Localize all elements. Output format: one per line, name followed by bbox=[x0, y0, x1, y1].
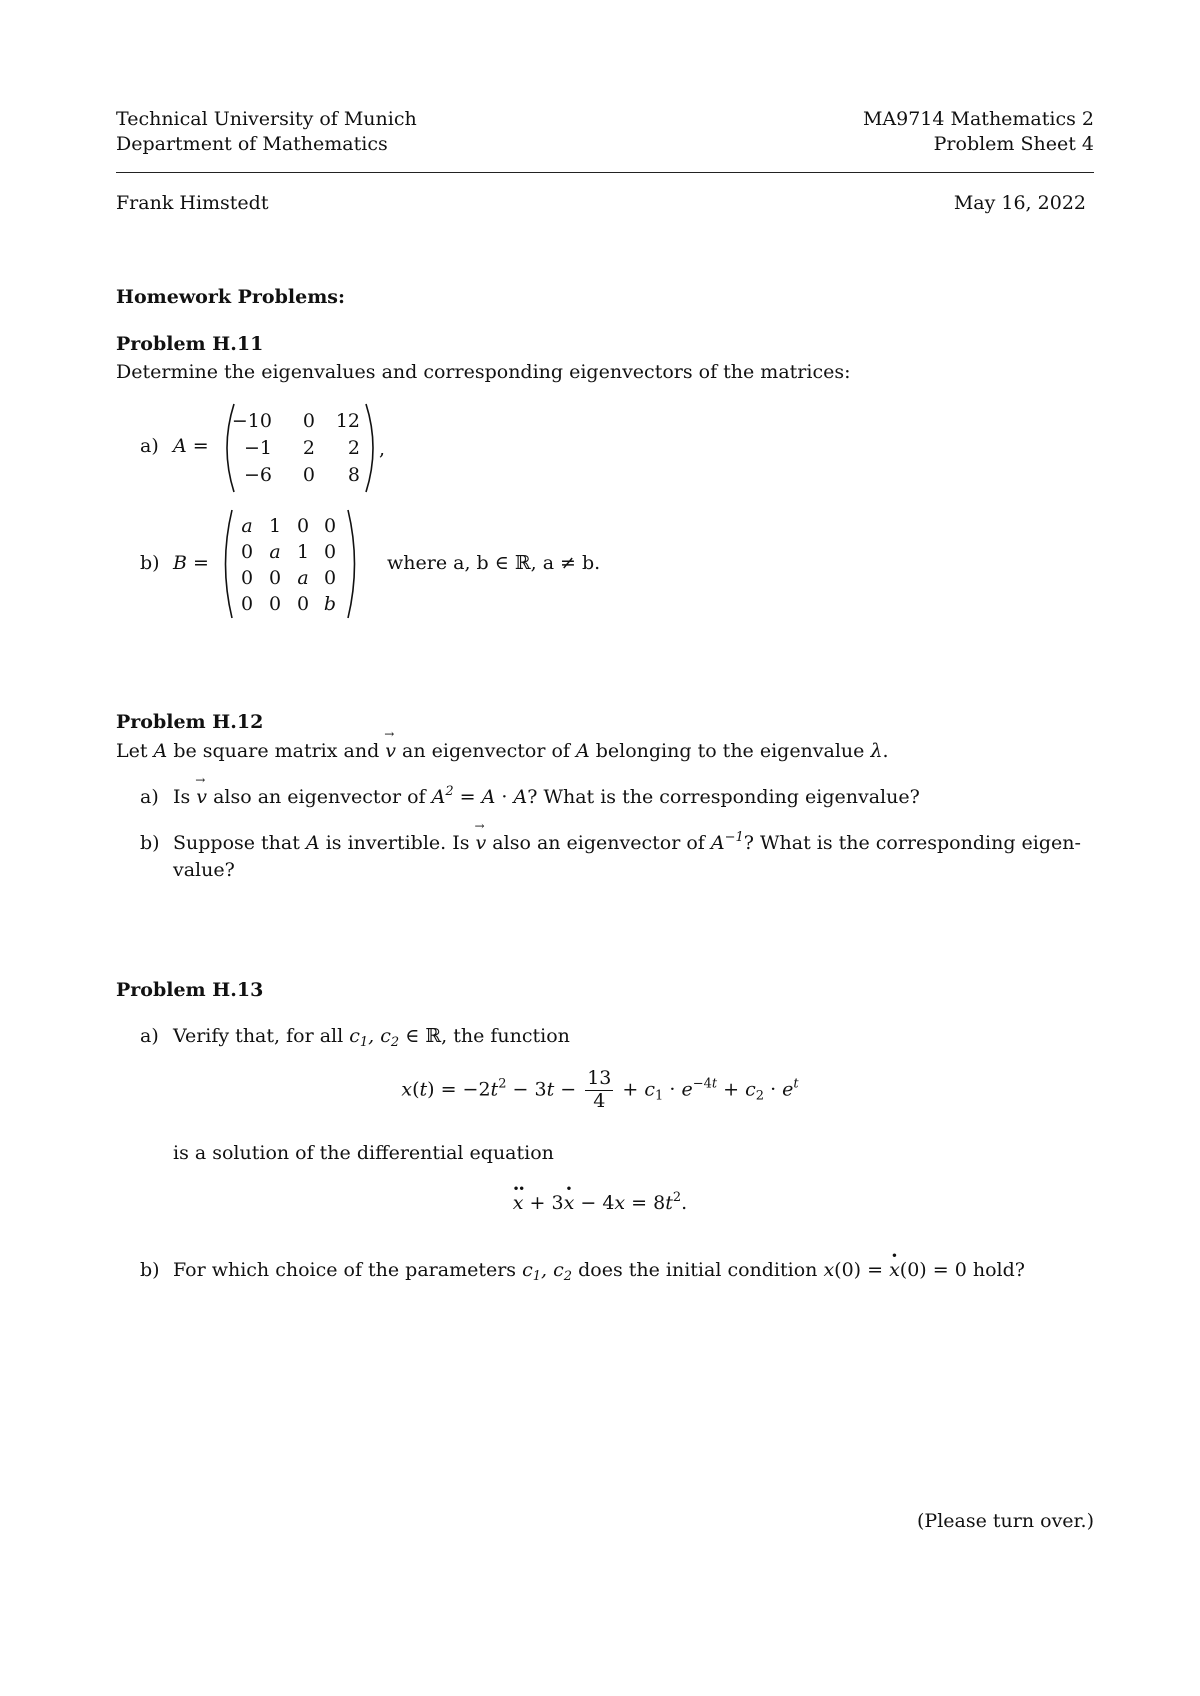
matrix-b-cell-2-1: 0 bbox=[268, 567, 282, 589]
h11-b-where-clause: where a, b ∈ ℝ, a ≠ b. bbox=[387, 552, 601, 574]
author-name: Frank Himstedt bbox=[116, 192, 269, 214]
matrix-a-cell-2-1: 0 bbox=[302, 464, 315, 486]
matrix-b-cell-3-1: 0 bbox=[268, 593, 282, 615]
h13-b-text-3: hold? bbox=[966, 1259, 1025, 1281]
h12-b-question-line1 bbox=[173, 832, 1081, 855]
h12-intro-vector-v: → v bbox=[385, 740, 396, 763]
h12-intro-lambda: λ bbox=[870, 740, 883, 762]
matrix-b-right-paren bbox=[348, 510, 355, 618]
h12-b-text-1: Suppose that bbox=[173, 832, 306, 854]
problem-h12-title: Problem H.12 bbox=[116, 711, 264, 733]
h12-intro-text-4: belonging to the eigenvalue bbox=[589, 740, 871, 762]
formula-lhs: x bbox=[401, 1078, 413, 1101]
h13-differential-equation: ·· $x + 3\cdot x - 4x = 8t^2$. bbox=[0, 1192, 1200, 1214]
h13-b-question: For which choice of the parameters $c_1$, $c_2$ does the initial condition x(0) = · x(0) = 0 hold? bbox=[173, 1259, 1025, 1282]
problem-h11-intro: Determine the eigenvalues and corresponding eigenvectors of the matrices: bbox=[116, 361, 851, 383]
h12-b-question-line2: value? bbox=[173, 859, 235, 881]
h12-a-vector-v: → v bbox=[196, 786, 207, 809]
matrix-b-left-paren bbox=[226, 510, 233, 618]
matrix-a-cell-2-0: −6 bbox=[243, 464, 272, 486]
h12-b-text-2: is invertible. Is bbox=[319, 832, 476, 854]
matrix-a-svg bbox=[220, 402, 380, 494]
matrix-b-cell-0-1: 1 bbox=[268, 515, 282, 537]
matrix-a-cell-1-0: −1 bbox=[243, 437, 272, 459]
university-name: Technical University of Munich bbox=[116, 108, 417, 130]
h12-intro-text-5: . bbox=[882, 740, 889, 762]
h12-b-text-4: ? What is the corresponding eigen- bbox=[743, 832, 1081, 854]
h11-a-lhs: A = bbox=[173, 435, 209, 457]
department-name: Department of Mathematics bbox=[116, 133, 388, 155]
h13-a-label: a) bbox=[140, 1025, 159, 1047]
matrix-b bbox=[220, 508, 360, 625]
matrix-b-cell-3-3: b bbox=[323, 593, 337, 615]
h12-intro-matrix-a: A bbox=[153, 740, 168, 762]
matrix-b-cell-1-3: 0 bbox=[323, 541, 337, 563]
h13-b-text-2: does the initial condition bbox=[572, 1259, 824, 1281]
matrix-a-cell-1-1: 2 bbox=[302, 437, 315, 459]
matrix-a bbox=[220, 402, 380, 499]
matrix-b-cell-3-2: 0 bbox=[296, 593, 310, 615]
h12-b-vector-v: → v bbox=[476, 832, 487, 855]
h13-b-params: $c_1$, $c_2$ bbox=[522, 1259, 573, 1284]
h11-a-label: a) bbox=[140, 435, 159, 457]
h12-b-label: b) bbox=[140, 832, 160, 854]
matrix-a-cell-1-2: 2 bbox=[347, 437, 360, 459]
matrix-a-cell-0-2: 12 bbox=[335, 410, 360, 432]
h13-a-text-3: is a solution of the differential equation bbox=[173, 1142, 554, 1164]
matrix-b-cell-0-3: 0 bbox=[323, 515, 337, 537]
matrix-b-cell-0-2: 0 bbox=[296, 515, 310, 537]
h11-b-lhs: B = bbox=[173, 552, 209, 574]
h12-a-math: $A^2 = A \cdot A$ bbox=[431, 784, 528, 808]
sheet-date: May 16, 2022 bbox=[953, 192, 1086, 214]
matrix-b-cell-1-1: a bbox=[269, 541, 281, 563]
h13-b-text-1: For which choice of the parameters bbox=[173, 1259, 523, 1281]
matrix-b-cell-1-0: 0 bbox=[240, 541, 254, 563]
matrix-b-cell-1-2: 1 bbox=[296, 541, 310, 563]
matrix-b-cell-3-0: 0 bbox=[240, 593, 254, 615]
h13-a-text-2: , the function bbox=[441, 1025, 570, 1047]
fraction-numerator: 13 bbox=[587, 1067, 612, 1089]
h12-intro-text-2: be square matrix and bbox=[167, 740, 386, 762]
h13-a-statement bbox=[173, 1025, 570, 1048]
matrix-a-cell-2-2: 8 bbox=[347, 464, 360, 486]
h12-a-text-2: also an eigenvector of bbox=[207, 786, 432, 808]
h12-b-matrix-a: A bbox=[305, 832, 320, 854]
header-rule bbox=[116, 172, 1094, 173]
h12-a-text-1: Is bbox=[173, 786, 197, 808]
matrix-b-cell-2-2: a bbox=[297, 567, 309, 589]
problem-h12-intro bbox=[116, 740, 889, 763]
matrix-a-cell-0-1: 0 bbox=[302, 410, 315, 432]
please-turn-over: (Please turn over.) bbox=[917, 1510, 1094, 1532]
h13-b-condition: x bbox=[823, 1259, 835, 1281]
matrix-b-cell-0-0: a bbox=[241, 515, 253, 537]
h12-intro-text-1: Let bbox=[116, 740, 154, 762]
h13-solution-formula: $x(t) = -2t^2 - 3t$ − $\frac{13}{4}$ + $c_1 \cdot e^{-4t} + c_2 \cdot e^t$ bbox=[401, 1067, 799, 1112]
matrix-b-cell-2-3: 0 bbox=[323, 567, 337, 589]
h11-a-trailing-comma: , bbox=[379, 438, 386, 460]
formula-fraction bbox=[585, 1068, 613, 1113]
h12-a-question bbox=[173, 786, 920, 809]
h12-a-text-3: ? What is the corresponding eigenvalue? bbox=[527, 786, 920, 808]
h13-a-params: $c_1$, $c_2$ ∈ ℝ bbox=[349, 1025, 442, 1050]
h13-b-label: b) bbox=[140, 1259, 160, 1281]
h12-intro-text-3: an eigenvector of bbox=[396, 740, 576, 762]
fraction-denominator: 4 bbox=[593, 1089, 606, 1112]
course-name: MA9714 Mathematics 2 bbox=[862, 108, 1094, 130]
h13-a-text-1: Verify that, for all bbox=[173, 1025, 350, 1047]
h12-b-inverse: $A^{-1}$ bbox=[710, 830, 744, 854]
h11-b-label: b) bbox=[140, 552, 160, 574]
matrix-b-svg bbox=[220, 508, 360, 620]
sheet-number: Problem Sheet 4 bbox=[933, 133, 1094, 155]
matrix-a-right-paren bbox=[366, 404, 373, 492]
h12-a-label: a) bbox=[140, 786, 159, 808]
problem-h13-title: Problem H.13 bbox=[116, 979, 264, 1001]
h12-b-text-3: also an eigenvector of bbox=[486, 832, 711, 854]
section-title: Homework Problems: bbox=[116, 286, 346, 308]
matrix-b-cell-2-0: 0 bbox=[240, 567, 254, 589]
problem-h11-title: Problem H.11 bbox=[116, 333, 264, 355]
matrix-a-cell-0-0: −10 bbox=[231, 410, 272, 432]
h12-intro-matrix-a-2: A bbox=[575, 740, 590, 762]
